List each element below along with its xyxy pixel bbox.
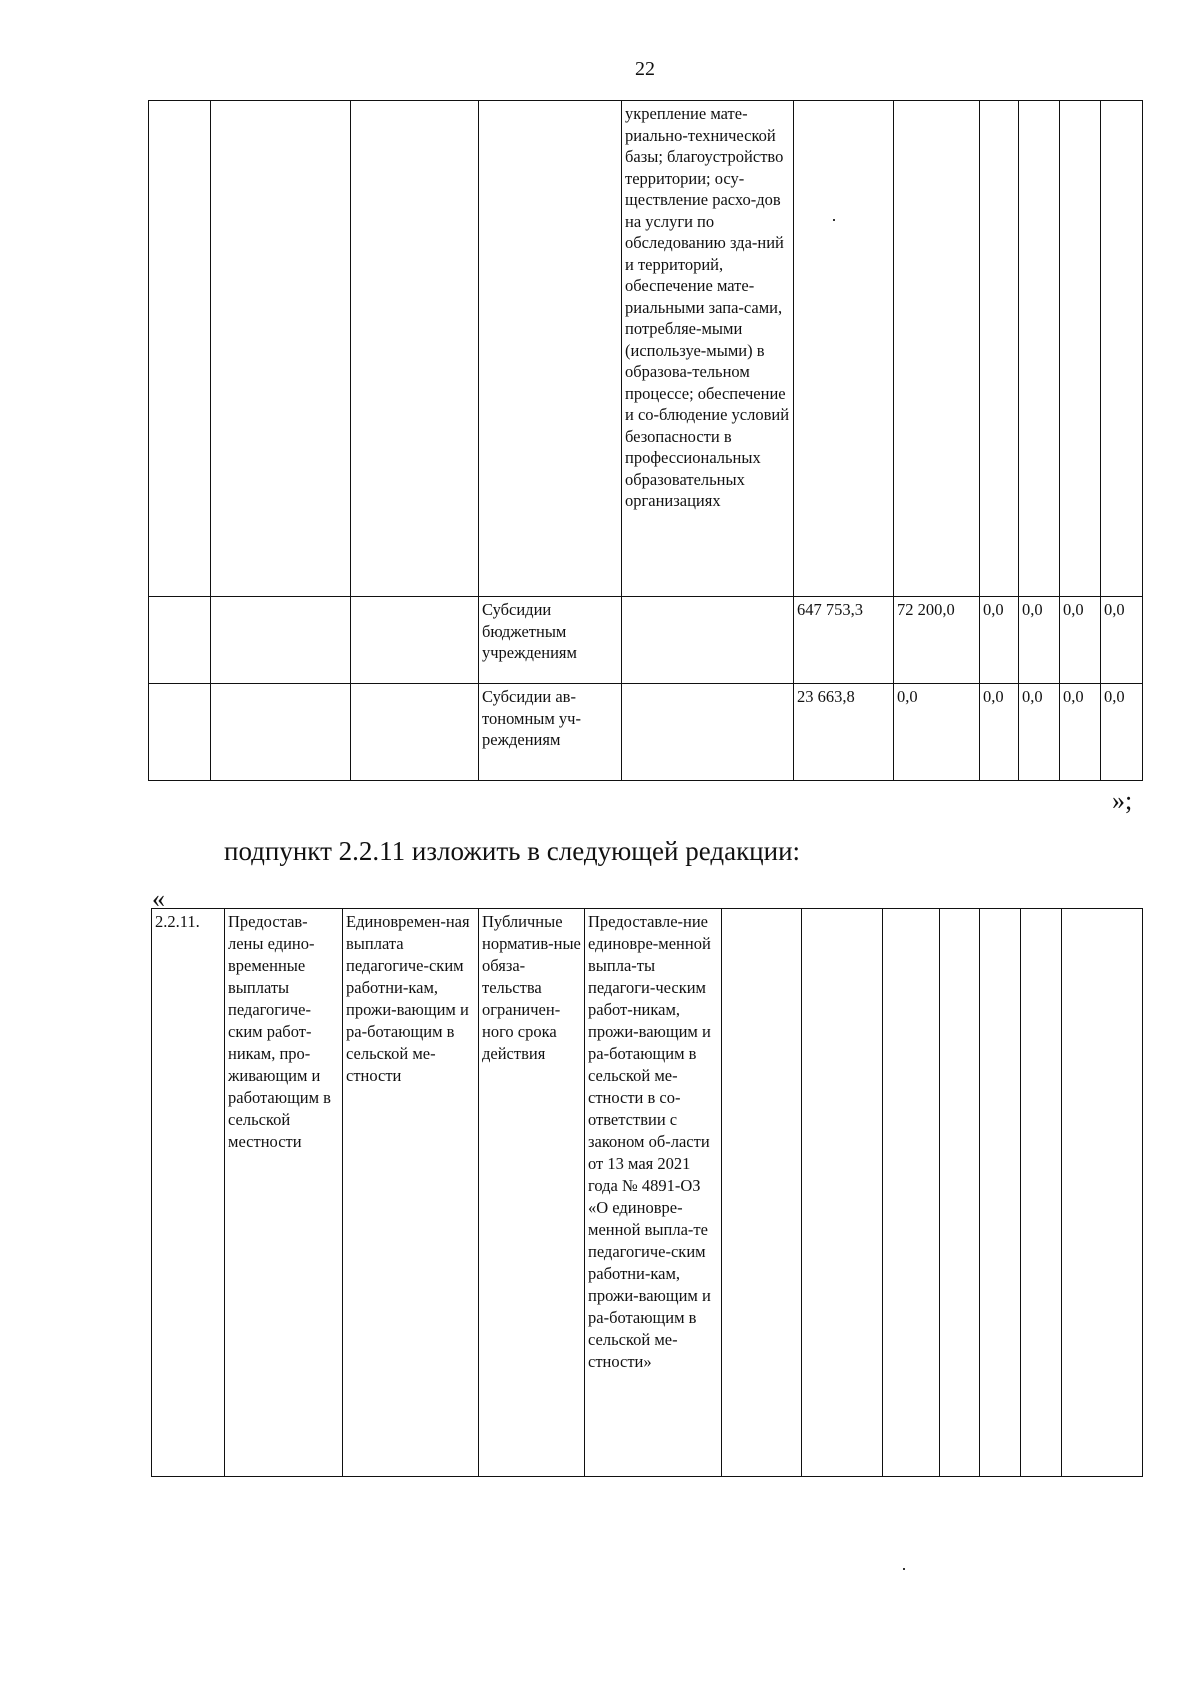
table-cell: [149, 101, 211, 597]
table-cell: [980, 909, 1021, 1477]
table-cell: [794, 101, 894, 597]
description-cell: Предоставле-ние единовре-менной выпла-ты педагоги-ческим работ-никам, прожи-вающим и ра-ботающим в сельской ме-стности в со-ответствии с законом об-ласти от 13 мая 2021 года № 4891-ОЗ «О единовре-менной выпла-те педагогиче-ским работни-кам, прожи-вающим и ра-ботающим в сельской ме-стности»: [585, 909, 722, 1477]
value-cell: 0,0: [1101, 597, 1143, 684]
table-cell: [1101, 101, 1143, 597]
table-cell: [149, 684, 211, 781]
table-cell: [940, 909, 980, 1477]
value-cell: 0,0: [980, 597, 1019, 684]
value-cell: 0,0: [1101, 684, 1143, 781]
budget-table-continued: [148, 100, 1143, 781]
table-cell: [894, 101, 980, 597]
value-cell: 0,0: [1019, 684, 1060, 781]
value-cell: 0,0: [980, 684, 1019, 781]
subpoint-2-2-11-table: [151, 908, 1143, 1477]
table-cell: [883, 909, 940, 1477]
table-cell: [149, 597, 211, 684]
table-row: [152, 909, 1143, 1477]
table-row: [149, 684, 1143, 781]
table-cell: [622, 597, 794, 684]
table-cell: [211, 684, 351, 781]
subsidy-label: Субсидии бюджетным учреждениям: [479, 597, 622, 684]
opening-quote: «: [152, 884, 165, 913]
value-cell: 647 753,3: [794, 597, 894, 684]
table-cell: [722, 909, 802, 1477]
scan-speck: [903, 1568, 905, 1570]
table-cell: [1060, 101, 1101, 597]
subsidy-label: Субсидии ав-тономным уч-реждениям: [479, 684, 622, 781]
value-cell: 72 200,0: [894, 597, 980, 684]
table-cell: [351, 101, 479, 597]
instruction-text: подпункт 2.2.11 изложить в следующей редакции:: [224, 836, 801, 866]
table-cell: [622, 684, 794, 781]
table-cell: [802, 909, 883, 1477]
table-cell: [479, 101, 622, 597]
type-cell: Публичные норматив-ные обяза-тельства ограничен-ного срока действия: [479, 909, 585, 1477]
table-cell: [351, 597, 479, 684]
table-row: [149, 597, 1143, 684]
table-cell: [980, 101, 1019, 597]
value-cell: 0,0: [1060, 597, 1101, 684]
closing-quote: »;: [1112, 786, 1133, 815]
activity-description: укрепление мате-риально-технической базы; благоустройство территории; осу-ществление расхо-дов на услуги по обследованию зда-ний и территорий, обеспечение мате-риальными запа-сами, потребляе-мыми (используе-мыми) в образова-тельном процессе; обеспечение и со-блюдение условий безопасности в профессиональных образовательных организациях: [622, 101, 794, 597]
value-cell: 23 663,8: [794, 684, 894, 781]
table-cell: [211, 597, 351, 684]
value-cell: 0,0: [894, 684, 980, 781]
item-number: 2.2.11.: [152, 909, 225, 1477]
measure-cell: Единовремен-ная выплата педагогиче-ским работни-кам, прожи-вающим и ра-ботающим в сельской ме-стности: [343, 909, 479, 1477]
scan-speck: [833, 219, 835, 221]
table-cell: [211, 101, 351, 597]
table-cell: [1021, 909, 1062, 1477]
table-cell: [1019, 101, 1060, 597]
value-cell: 0,0: [1060, 684, 1101, 781]
table-cell: [351, 684, 479, 781]
result-cell: Предостав-лены едино-временные выплаты педагогиче-ским работ-никам, про-живающим и работающим в сельской местности: [225, 909, 343, 1477]
table-row: [149, 101, 1143, 597]
page-number: 22: [635, 58, 655, 80]
value-cell: 0,0: [1019, 597, 1060, 684]
table-cell: [1062, 909, 1143, 1477]
